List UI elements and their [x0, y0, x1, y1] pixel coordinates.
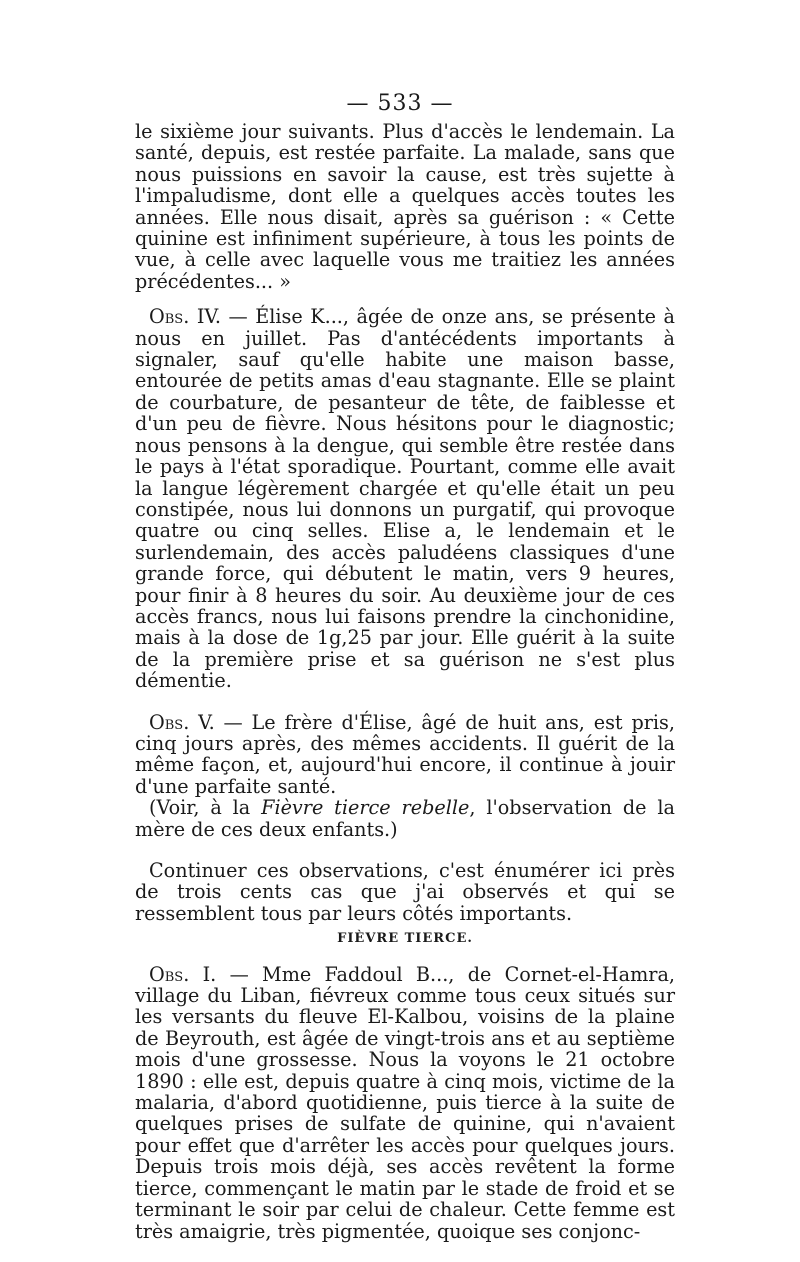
obs-label: Obs. — [149, 710, 190, 734]
obs-label: Obs. — [149, 305, 190, 329]
body-text — [135, 121, 675, 1242]
paragraph-continuation: le sixième jour suivants. Plus d'accès le lendemain. La santé, depuis, est restée parfaite. La malade, sans que nous puissions en savoir la cause, est très sujette à l'impaludisme, dont elle a quelques accès toutes les années. Elle nous disait, après sa guérison : « Cette quinine est infiniment supérieure, à tous les points de vue, à celle avec laquelle vous me traitiez les années précédentes... » — [135, 120, 675, 293]
cross-reference-title: Fièvre tierce rebelle — [261, 796, 470, 820]
observation-4 — [135, 306, 675, 691]
observation-5 — [135, 712, 675, 798]
section-heading: FIÈVRE TIERCE. — [337, 931, 473, 947]
cross-reference-text-before: (Voir, à la — [149, 796, 262, 820]
page-number: — 533 — — [346, 91, 454, 116]
cross-reference-text-after: , l'observation de la mère de ces deux enfants.) — [135, 796, 675, 841]
cross-reference — [135, 797, 675, 840]
observation-5-text: V. — Le frère d'Élise, âgé de huit ans, est pris, cinq jours après, des mêmes accidents. Il guérit de la même façon, et, aujourd'hui encore, il continue à jouir d'une parfaite santé. — [135, 710, 675, 798]
obs-label: Obs. — [149, 962, 190, 986]
observation-4-text: IV. — Élise K..., âgée de onze ans, se présente à nous en juillet. Pas d'antécédents importants à signaler, sauf qu'elle habite une maison basse, entourée de petits amas d'eau stagnante. Elle se plaint de courbature, de pesanteur de tête, de faiblesse et d'un peu de fièvre. Nous hésitons pour le diagnostic; nous pensons à la dengue, qui semble être restée dans le pays à l'état sporadique. Pourtant, comme elle avait la langue légèrement chargée et qu'elle était un peu constipée, nous lui donnons un purgatif, qui provoque quatre ou cinq selles. Elise a, le lendemain et le surlendemain, des accès paludéens classiques d'une grande force, qui débutent le matin, vers 9 heures, pour finir à 8 heures du soir. Au deuxième jour de ces accès francs, nous lui faisons prendre la cinchonidine, mais à la dose de 1g,25 par jour. Elle guérit à la suite de la première prise et sa guérison ne s'est plus démentie. — [135, 305, 675, 693]
observation-1 — [135, 964, 675, 1242]
observation-1-text: I. — Mme Faddoul B..., de Cornet-el-Hamra, village du Liban, fiévreux comme tous ceux situés sur les versants du fleuve El-Kalbou, voisins de la plaine de Beyrouth, est âgée de vingt-trois ans et au septième mois d'une grossesse. Nous la voyons le 21 octobre 1890 : elle est, depuis quatre à cinq mois, victime de la malaria, d'abord quotidienne, puis tierce à la suite de quelques prises de sulfate de quinine, qui n'avaient pour effet que d'arrêter les accès pour quelques jours. Depuis trois mois déjà, ses accès revêtent la forme tierce, commençant le matin par le stade de froid et se terminant le soir par celui de chaleur. Cette femme est très amaigrie, très pigmentée, quoique ses conjonc- — [135, 962, 675, 1243]
closing-paragraph: Continuer ces observations, c'est énumérer ici près de trois cents cas que j'ai observés et qui se ressemblent tous par leurs côtés importants. — [135, 859, 675, 925]
